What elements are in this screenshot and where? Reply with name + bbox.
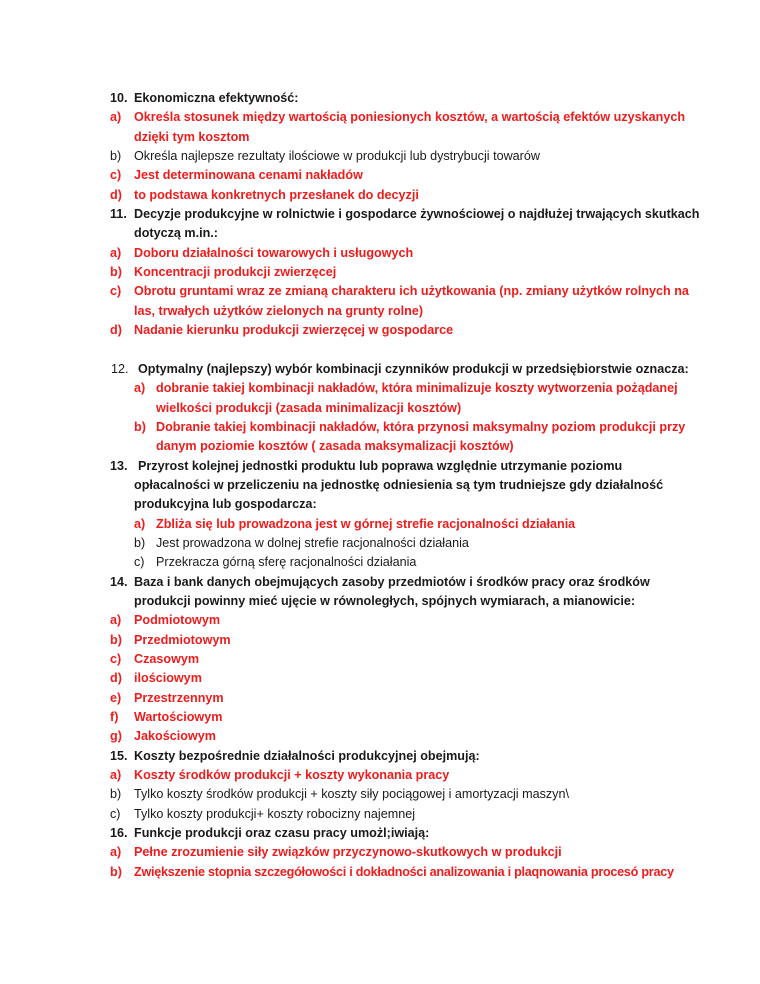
answer-text: Koncentracji produkcji zwierzęcej bbox=[134, 265, 337, 280]
answer-letter: c) bbox=[110, 806, 121, 821]
answer-text: wielkości produkcji (zasada minimalizacji kosztów) bbox=[156, 400, 462, 415]
answer-11b bbox=[110, 263, 670, 282]
answer-13b bbox=[110, 534, 670, 553]
question-13 bbox=[110, 457, 670, 476]
spacer bbox=[110, 340, 670, 359]
answer-letter: a) bbox=[134, 381, 146, 396]
answer-14e bbox=[110, 689, 670, 708]
answer-text: Jakościowym bbox=[134, 729, 216, 744]
answer-14f bbox=[110, 708, 670, 727]
answer-letter: c) bbox=[110, 284, 122, 299]
answer-text: las, trwałych użytków zielonych na grunty rolne) bbox=[134, 303, 424, 318]
answer-text: Wartościowym bbox=[134, 710, 223, 724]
question-text: Optymalny (najlepszy) wybór kombinacji czynników produkcji w przedsiębiorstwie oznacza: bbox=[138, 361, 689, 376]
answer-letter: d) bbox=[110, 187, 122, 202]
question-16 bbox=[110, 824, 670, 843]
answer-letter: a) bbox=[110, 245, 122, 260]
answer-13c bbox=[110, 553, 670, 572]
answer-text: dzięki tym kosztom bbox=[134, 129, 250, 144]
answer-text: dobranie takiej kombinacji nakładów, która minimalizuje koszty wytworzenia pożądanej bbox=[156, 381, 678, 396]
answer-11c bbox=[110, 282, 689, 301]
answer-letter: b) bbox=[134, 535, 146, 550]
question-11 bbox=[110, 205, 700, 224]
answer-16a bbox=[110, 843, 670, 862]
answer-text: to podstawa konkretnych przesłanek do decyzji bbox=[134, 187, 419, 202]
answer-letter: f) bbox=[110, 710, 119, 724]
answer-12a bbox=[110, 379, 678, 398]
answer-text: Określa stosunek między wartością poniesionych kosztów, a wartością efektów uzyskanych bbox=[134, 110, 686, 125]
answer-letter: b) bbox=[134, 419, 146, 434]
answer-text: Zwiększenie stopnia szczegółowości i dokładności analizowania i plaqnowania procesó pracy bbox=[134, 864, 674, 879]
answer-text: ilościowym bbox=[134, 671, 202, 686]
answer-text: Określa najlepsze rezultaty ilościowe w produkcji lub dystrybucji towarów bbox=[134, 149, 540, 164]
answer-11a bbox=[110, 244, 670, 263]
question-text: Baza i bank danych obejmujących zasoby przedmiotów i środków pracy oraz środków bbox=[134, 574, 650, 589]
answer-text: Jest prowadzona w dolnej strefie racjonalności działania bbox=[156, 535, 469, 550]
answer-letter: a) bbox=[110, 845, 122, 860]
answer-10d bbox=[110, 186, 670, 205]
answer-10a bbox=[110, 108, 686, 127]
question-text: dotyczą m.in.: bbox=[134, 226, 218, 241]
answer-15c bbox=[110, 805, 670, 824]
answer-14b bbox=[110, 631, 670, 650]
answer-letter: c) bbox=[110, 168, 122, 183]
answer-12b-cont bbox=[110, 437, 670, 456]
question-number: 11. bbox=[110, 207, 127, 222]
answer-11c-cont bbox=[110, 302, 670, 321]
answer-12a-cont bbox=[110, 399, 670, 418]
question-number: 16. bbox=[110, 826, 128, 841]
question-text: Decyzje produkcyjne w rolnictwie i gospodarce żywnościowej o najdłużej trwających skutkach bbox=[134, 207, 700, 222]
answer-text: Nadanie kierunku produkcji zwierzęcej w gospodarce bbox=[134, 323, 454, 338]
question-text: produkcyjna lub gospodarcza: bbox=[134, 497, 317, 512]
question-text: opłacalności w przeliczeniu na jednostkę odniesienia są tym trudniejsze gdy działalność bbox=[134, 477, 664, 492]
question-number: 10. bbox=[110, 91, 128, 105]
question-number: 15. bbox=[110, 748, 128, 763]
question-14-cont bbox=[110, 592, 670, 611]
answer-letter: b) bbox=[110, 149, 122, 164]
answer-text: danym poziomie kosztów ( zasada maksymalizacji kosztów) bbox=[156, 439, 514, 454]
answer-letter: c) bbox=[110, 651, 122, 666]
answer-14a bbox=[110, 611, 670, 630]
answer-letter: g) bbox=[110, 729, 122, 744]
question-text: Funkcje produkcji oraz czasu pracy umożl;iwiają: bbox=[134, 826, 430, 841]
answer-text: Tylko koszty środków produkcji + koszty siły pociągowej i amortyzacji maszyn\ bbox=[134, 787, 569, 802]
answer-letter: a) bbox=[110, 768, 122, 783]
answer-letter: d) bbox=[110, 671, 122, 686]
answer-text: Dobranie takiej kombinacji nakładów, która przynosi maksymalny poziom produkcji przy bbox=[156, 419, 686, 434]
answer-letter: b) bbox=[110, 787, 122, 802]
question-list bbox=[110, 89, 700, 882]
answer-text: Przedmiotowym bbox=[134, 632, 231, 647]
question-13-cont2 bbox=[110, 495, 670, 514]
answer-text: Tylko koszty produkcji+ koszty robocizny najemnej bbox=[134, 806, 416, 821]
answer-text: Zbliża się lub prowadzona jest w górnej strefie racjonalności działania bbox=[156, 516, 576, 531]
answer-letter: b) bbox=[110, 632, 122, 647]
answer-12b bbox=[110, 418, 686, 437]
answer-16b bbox=[110, 863, 674, 882]
answer-text: Przestrzennym bbox=[134, 690, 224, 705]
answer-text: Podmiotowym bbox=[134, 613, 221, 628]
answer-10a-cont bbox=[110, 128, 670, 147]
answer-letter: c) bbox=[134, 555, 145, 570]
answer-14g bbox=[110, 727, 670, 746]
answer-letter: a) bbox=[110, 110, 122, 125]
question-12 bbox=[110, 360, 689, 379]
answer-14d bbox=[110, 669, 670, 688]
question-number: 13. bbox=[110, 458, 128, 473]
answer-14c bbox=[110, 650, 670, 669]
answer-text: Koszty środków produkcji + koszty wykonania pracy bbox=[134, 768, 450, 783]
question-15 bbox=[110, 747, 670, 766]
answer-text: Obrotu gruntami wraz ze zmianą charakteru ich użytkowania (np. zmiany użytków rolnych na bbox=[134, 284, 689, 299]
question-text: Koszty bezpośrednie działalności produkcyjnej obejmują: bbox=[134, 748, 480, 763]
question-text: Przyrost kolejnej jednostki produktu lub poprawa względnie utrzymanie poziomu bbox=[138, 458, 623, 473]
answer-letter: b) bbox=[110, 864, 122, 879]
answer-letter: b) bbox=[110, 265, 122, 280]
answer-11d bbox=[110, 321, 670, 340]
answer-10c bbox=[110, 166, 670, 185]
answer-text: Czasowym bbox=[134, 651, 200, 666]
question-10 bbox=[110, 89, 670, 108]
question-text: Ekonomiczna efektywność: bbox=[134, 91, 299, 105]
answer-letter: a) bbox=[134, 516, 146, 531]
answer-text: Doboru działalności towarowych i usługowych bbox=[134, 245, 414, 260]
question-number: 14. bbox=[110, 574, 128, 589]
answer-letter: a) bbox=[110, 613, 122, 628]
answer-letter: d) bbox=[110, 323, 122, 338]
answer-letter: e) bbox=[110, 690, 122, 705]
question-11-cont bbox=[110, 224, 670, 243]
answer-13a bbox=[110, 515, 670, 534]
answer-text: Przekracza górną sferę racjonalności działania bbox=[156, 555, 417, 570]
answer-10b bbox=[110, 147, 670, 166]
answer-text: Pełne zrozumienie siły związków przyczynowo-skutkowych w produkcji bbox=[134, 845, 562, 860]
question-13-cont1 bbox=[110, 476, 670, 495]
question-number: 12. bbox=[111, 361, 129, 376]
question-text: produkcji powinny mieć ujęcie w równoległych, spójnych wymiarach, a mianowicie: bbox=[134, 593, 636, 608]
answer-text: Jest determinowana cenami nakładów bbox=[134, 168, 363, 183]
answer-15b bbox=[110, 785, 670, 804]
question-14 bbox=[110, 573, 670, 592]
answer-15a bbox=[110, 766, 670, 785]
